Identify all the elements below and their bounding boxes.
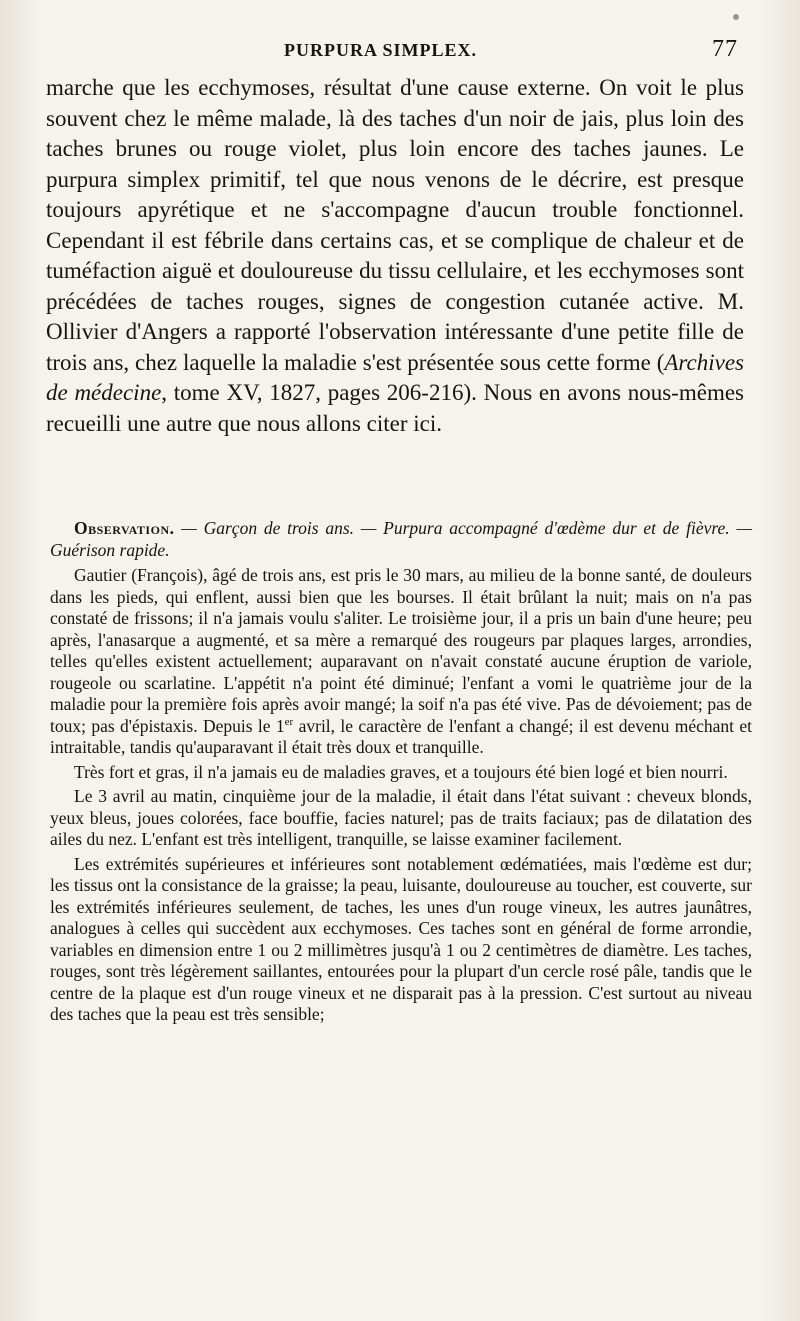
ordinal-superscript: er bbox=[284, 715, 294, 728]
observation-paragraph: Très fort et gras, il n'a jamais eu de maladies graves, et a toujours été bien logé et bien nourri. bbox=[74, 761, 728, 782]
running-title: PURPURA SIMPLEX. bbox=[284, 40, 478, 60]
observation-label: Observation. bbox=[74, 518, 175, 538]
observation-p1-part-1: Gautier (François), âgé de trois ans, est pris le 30 mars, au milieu de la bonne santé, de douleurs dans les pieds, qui enflent, aussi bien que les bourses. Il était brûlant la nuit; mais on n'a pas constaté de frissons; il n'a jamais voulu s'aliter. Le troisième jour, il a pris un bain d'une heure; peu après, l'anasarque a augmenté, et sa mère a remarqué des rougeurs par plaques larges, arrondies, telles qu'elles existent actuellement; auparavant on n'avait constaté aucune éruption de variole, rougeole ou scarlatine. L'appétit n'a point été diminué; l'enfant a vomi le quatrième jour de la maladie pour la première fois après avoir mangé; la soif n'a pas été vive. Pas de dévoiement; pas de toux; pas d'épistaxis. Depuis le 1 bbox=[50, 565, 752, 736]
observation-paragraph bbox=[50, 565, 752, 759]
main-text-part-2: , tome XV, 1827, pages 206-216). Nous en avons nous-mêmes recueilli une autre que nous allons citer ici. bbox=[46, 380, 744, 436]
main-text-part-1: marche que les ecchymoses, résultat d'une cause externe. On voit le plus souvent chez le même malade, là des taches d'un noir de jais, plus loin des taches brunes ou rouge violet, plus loin encore des taches jaunes. Le purpura simplex primitif, tel que nous venons de le décrire, est presque toujours apyrétique et ne s'accompagne d'aucun trouble fonctionnel. Cependant il est fébrile dans certains cas, et se complique de chaleur et de tuméfaction aiguë et douloureuse du tissu cellulaire, et les ecchymoses sont précédées de taches rouges, signes de congestion cutanée active. M. Ollivier d'Angers a rapporté l'observation intéressante d'une petite fille de trois ans, chez laquelle la maladie s'est présentée sous cette forme ( bbox=[46, 75, 744, 375]
observation-section bbox=[50, 518, 752, 1029]
scan-speck bbox=[733, 14, 739, 20]
observation-title: — Garçon de trois ans. — Purpura accompagné d'œdème dur et de fièvre. — Guérison rapide. bbox=[50, 518, 753, 560]
observation-paragraph: Le 3 avril au matin, cinquième jour de la maladie, il était dans l'état suivant : cheveux blonds, yeux bleus, joues colorées, face bouffie, facies naturel; pas de traits faciaux; pas de dilatation des ailes du nez. L'enfant est très intelligent, tranquille, se laisse examiner facilement. bbox=[50, 786, 752, 849]
observation-p1-part-2: avril, le caractère de l'enfant a changé; il est devenu méchant et intraitable, tandis qu'auparavant il était très doux et tranquille. bbox=[50, 715, 752, 757]
main-paragraph bbox=[46, 73, 744, 439]
observation-paragraph: Les extrémités supérieures et inférieures sont notablement œdématiées, mais l'œdème est dur; les tissus ont la consistance de la graisse; la peau, luisante, douloureuse au toucher, est couverte, sur les extrémités inférieures seulement, de taches, les unes d'un rouge vineux, les autres jaunâtres, analogues à celles qui succèdent aux ecchymoses. Ces taches sont en général de forme arrondie, variables en dimension entre 1 ou 2 millimètres jusqu'à 1 ou 2 centimètres de diamètre. Les taches, rouges, sont très légèrement saillantes, entourées pour la plupart d'un cercle rosé pâle, tandis que le centre de la plaque est d'un rouge vineux et ne disparait pas à la pression. C'est surtout au niveau des taches que la peau est très sensible; bbox=[50, 853, 752, 1024]
observation-heading bbox=[50, 518, 752, 561]
page-header bbox=[48, 34, 740, 64]
citation-title: Archives de médecine bbox=[46, 349, 744, 405]
page-number: 77 bbox=[712, 36, 738, 62]
main-text bbox=[46, 73, 744, 439]
